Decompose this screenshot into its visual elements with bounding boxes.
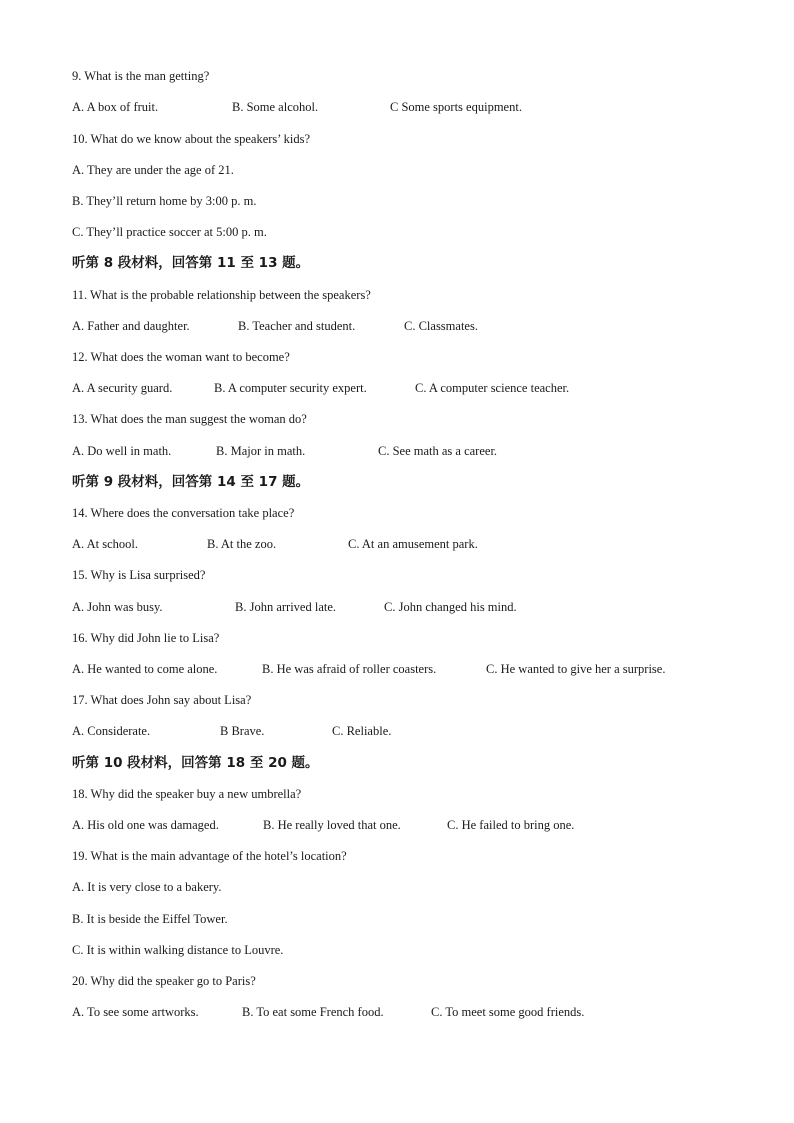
option-a: A. A box of fruit. [72, 100, 159, 114]
question-15: 15. Why is Lisa surprised? [72, 568, 206, 582]
option-c: C. At an amusement park. [348, 537, 478, 551]
question-10: 10. What do we know about the speakers’ kids? [72, 132, 311, 146]
option-a: A. At school. [72, 537, 138, 551]
option-b: B. He really loved that one. [263, 818, 401, 832]
option-b: B Brave. [220, 724, 265, 738]
question-17: 17. What does John say about Lisa? [72, 693, 252, 707]
option-b: B. Some alcohol. [232, 100, 319, 114]
option-c: C. Reliable. [332, 724, 392, 738]
option-b: B. It is beside the Eiffel Tower. [72, 912, 228, 926]
question-13: 13. What does the man suggest the woman do? [72, 412, 307, 426]
question-9: 9. What is the man getting? [72, 69, 210, 83]
section-heading-9: 听第 9 段材料，回答第 14 至 17 题。 [72, 474, 310, 490]
option-a: A. His old one was damaged. [72, 818, 219, 832]
option-a: A. John was busy. [72, 600, 163, 614]
option-a: A. Do well in math. [72, 444, 172, 458]
option-c: C Some sports equipment. [390, 100, 522, 114]
question-11: 11. What is the probable relationship between the speakers? [72, 288, 371, 302]
question-14: 14. Where does the conversation take place? [72, 506, 295, 520]
option-c: C. They’ll practice soccer at 5:00 p. m. [72, 225, 267, 239]
option-c: C. He failed to bring one. [447, 818, 575, 832]
option-b: B. Major in math. [216, 444, 306, 458]
option-b: B. Teacher and student. [238, 319, 356, 333]
question-20: 20. Why did the speaker go to Paris? [72, 974, 256, 988]
option-a: A. A security guard. [72, 381, 173, 395]
option-b: B. He was afraid of roller coasters. [262, 662, 437, 676]
option-c: C. He wanted to give her a surprise. [486, 662, 666, 676]
option-c: C. A computer science teacher. [415, 381, 570, 395]
option-b: B. At the zoo. [207, 537, 277, 551]
question-18: 18. Why did the speaker buy a new umbrella? [72, 787, 302, 801]
section-heading-10: 听第 10 段材料，回答第 18 至 20 题。 [72, 755, 319, 771]
option-c: C. John changed his mind. [384, 600, 517, 614]
question-19: 19. What is the main advantage of the hotel’s location? [72, 849, 347, 863]
option-a: A. They are under the age of 21. [72, 163, 234, 177]
option-b: B. A computer security expert. [214, 381, 367, 395]
section-heading-8: 听第 8 段材料，回答第 11 至 13 题。 [72, 255, 310, 271]
option-b: B. To eat some French food. [242, 1005, 384, 1019]
option-a: A. He wanted to come alone. [72, 662, 218, 676]
option-c: C. To meet some good friends. [431, 1005, 585, 1019]
question-16: 16. Why did John lie to Lisa? [72, 631, 220, 645]
option-c: C. See math as a career. [378, 444, 498, 458]
option-b: B. They’ll return home by 3:00 p. m. [72, 194, 257, 208]
option-b: B. John arrived late. [235, 600, 337, 614]
option-a: A. It is very close to a bakery. [72, 880, 222, 894]
question-12: 12. What does the woman want to become? [72, 350, 290, 364]
option-c: C. Classmates. [404, 319, 478, 333]
option-a: A. Father and daughter. [72, 319, 190, 333]
option-a: A. To see some artworks. [72, 1005, 199, 1019]
option-a: A. Considerate. [72, 724, 151, 738]
option-c: C. It is within walking distance to Louvre. [72, 943, 284, 957]
